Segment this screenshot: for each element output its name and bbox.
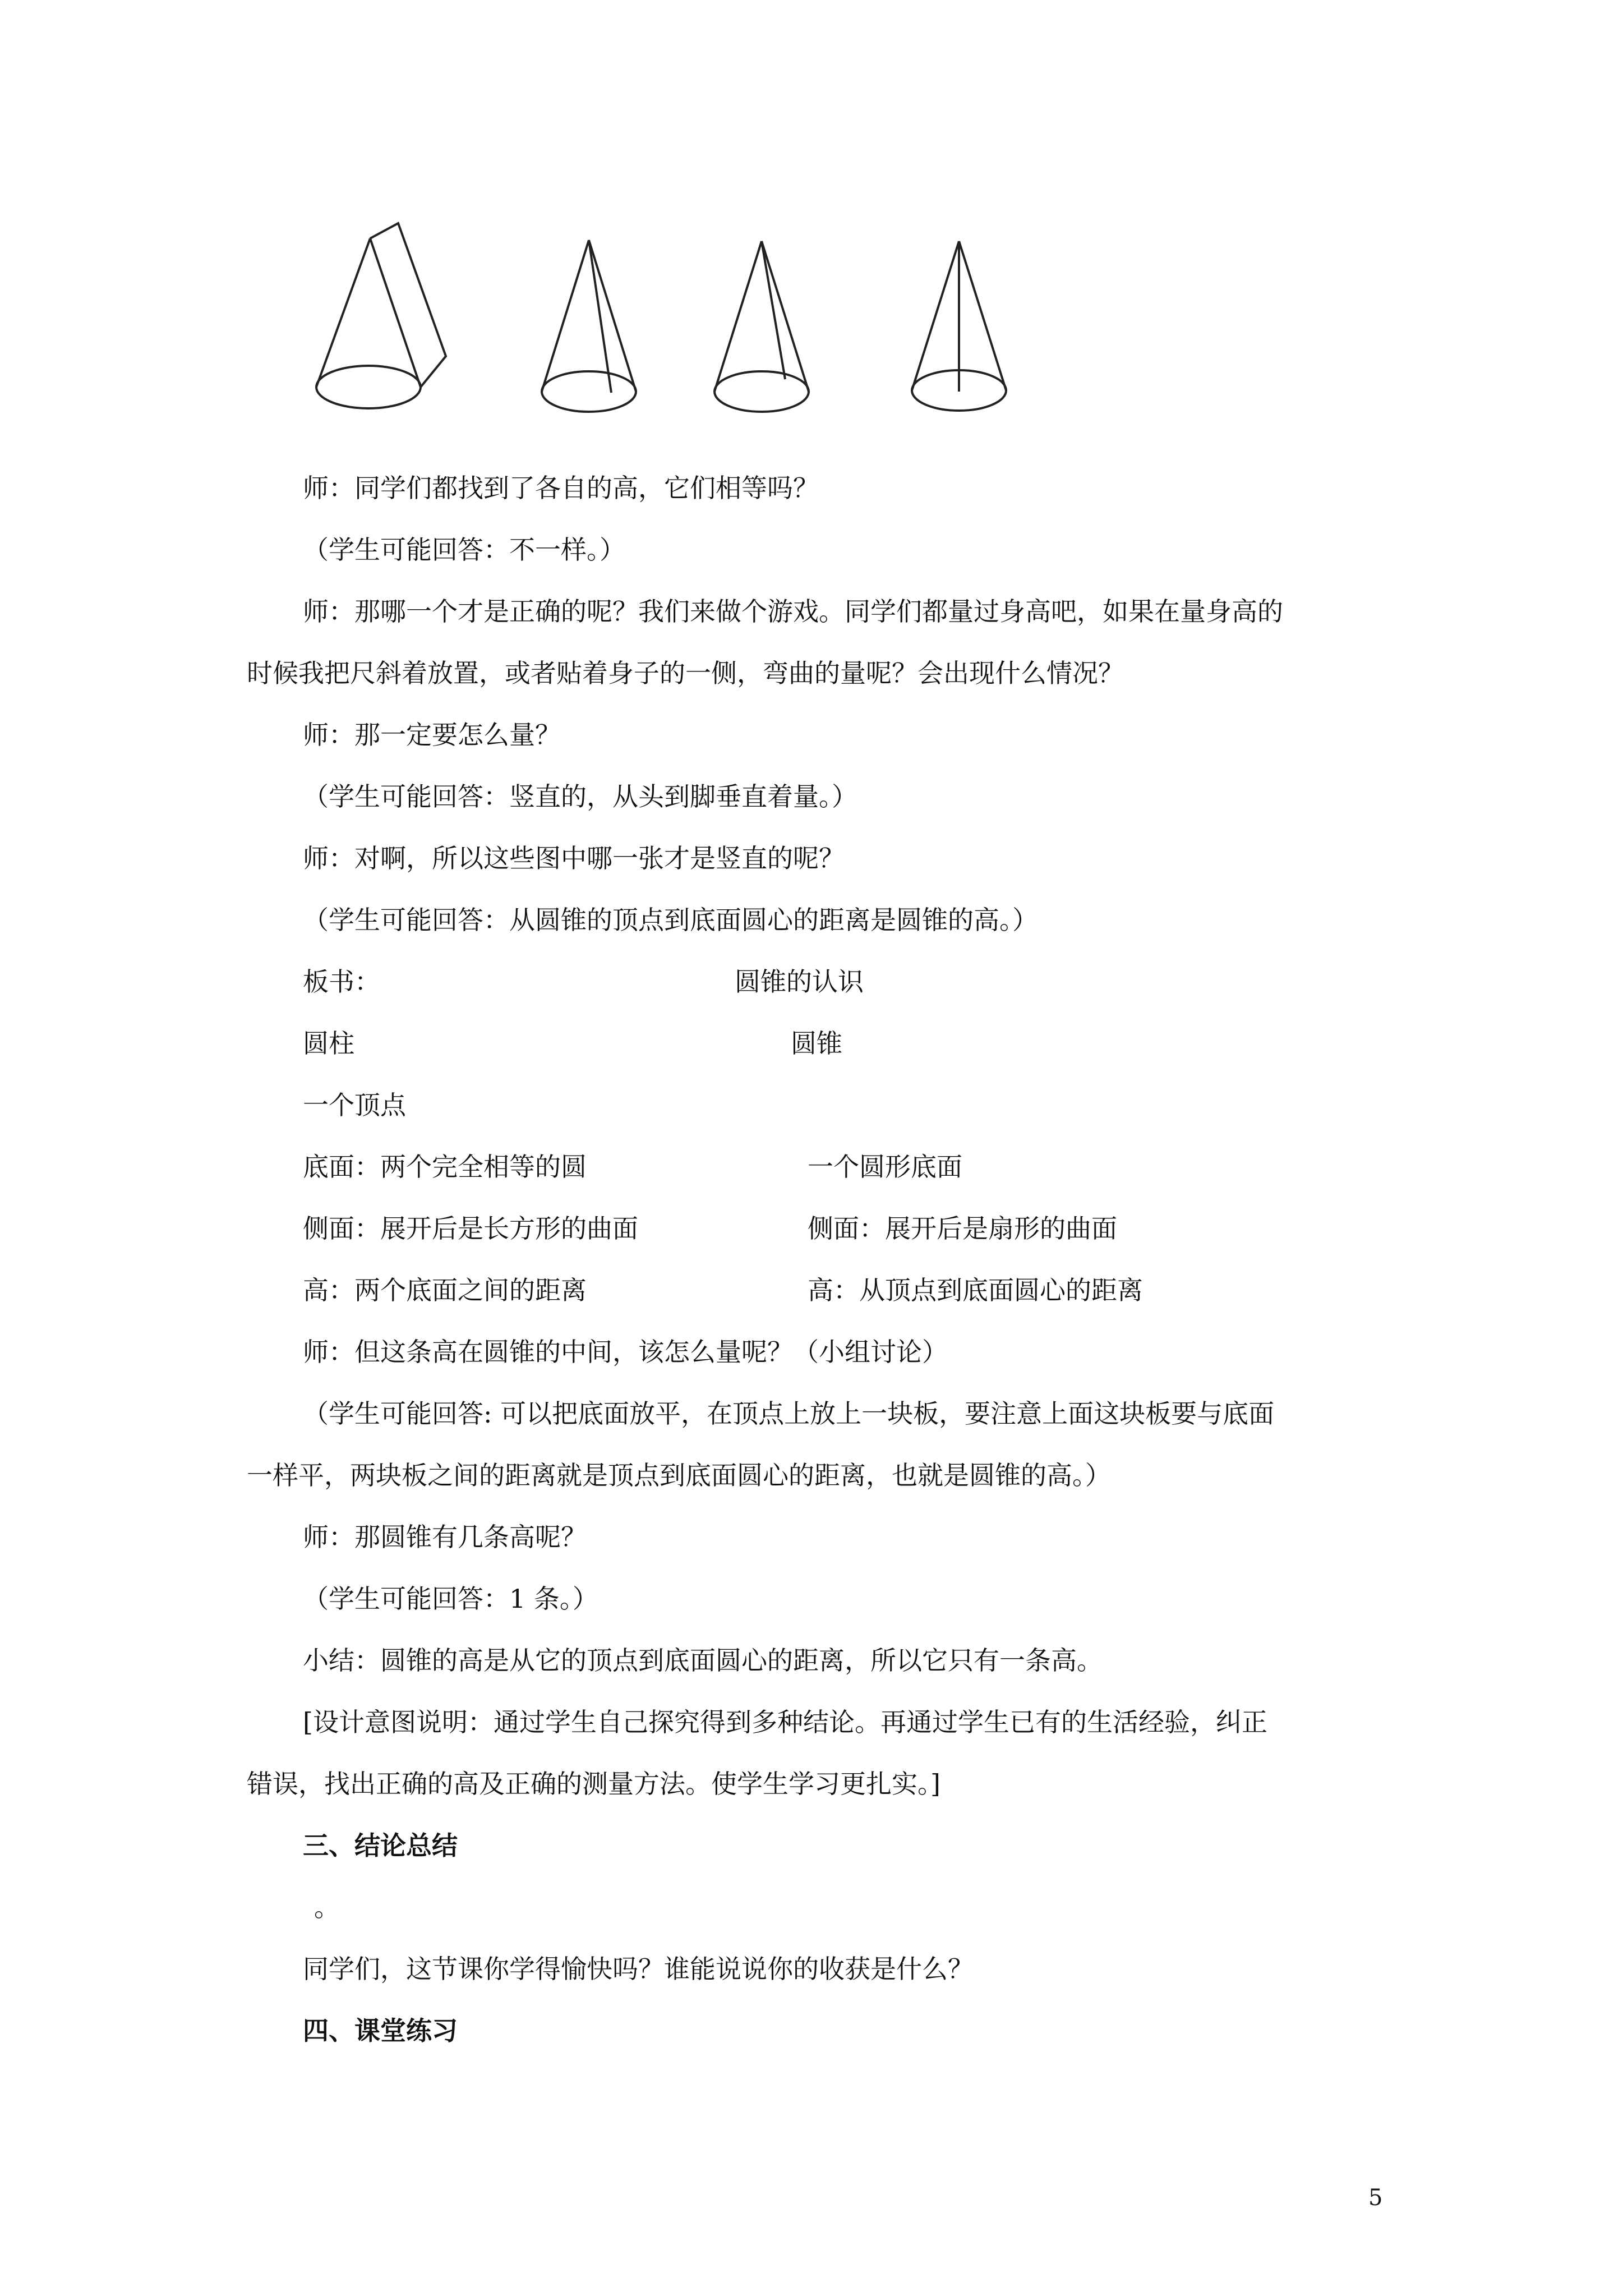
- design-intent: 错误，找出正确的高及正确的测量方法。使学生学习更扎实。]: [247, 1769, 940, 1799]
- paragraph: 时候我把尺斜着放置，或者贴着身子的一侧，弯曲的量呢？会出现什么情况？: [247, 658, 1124, 688]
- paragraph: 师：那哪一个才是正确的呢？我们来做个游戏。同学们都量过身高吧，如果在量身高的: [303, 596, 1283, 627]
- page-number: 5: [1368, 2185, 1383, 2211]
- paragraph: （学生可能回答：竖直的，从头到脚垂直着量。）: [303, 781, 857, 812]
- paragraph: （学生可能回答: 可以把底面放平，在顶点上放上一块板，要注意上面这块板要与底面: [303, 1398, 1275, 1429]
- board-right-head: 圆锥: [791, 1028, 842, 1059]
- board-right-height: 高：从顶点到底面圆心的距离: [808, 1275, 1143, 1305]
- cone-4: [912, 241, 1006, 411]
- paragraph: 师：对啊，所以这些图中哪一张才是竖直的呢？: [303, 843, 845, 873]
- board-label: 板书：: [303, 967, 380, 997]
- paragraph: 师：那一定要怎么量？: [303, 720, 561, 750]
- cone-figures: [292, 213, 1077, 426]
- board-right-side: 侧面：展开后是扇形的曲面: [808, 1213, 1117, 1244]
- paragraph: 师：那圆锥有几条高呢？: [303, 1522, 587, 1552]
- board-vertex: 一个顶点: [303, 1090, 406, 1120]
- cone-1: [316, 223, 446, 408]
- paragraph: 同学们，这节课你学得愉快吗？谁能说说你的收获是什么？: [303, 1954, 974, 1984]
- paragraph: （学生可能回答：从圆锥的顶点到底面圆心的距离是圆锥的高。）: [303, 905, 1038, 935]
- section-heading: 四、课堂练习: [303, 2016, 458, 2046]
- board-right-base: 一个圆形底面: [808, 1152, 962, 1182]
- section-heading: 三、结论总结: [303, 1830, 458, 1861]
- board-left-head: 圆柱: [303, 1028, 354, 1059]
- board-left-base: 底面：两个完全相等的圆: [303, 1152, 587, 1182]
- design-intent: [设计意图说明：通过学生自己探究得到多种结论。再通过学生已有的生活经验，纠正: [303, 1707, 1267, 1737]
- paragraph: 师：同学们都找到了各自的高，它们相等吗？: [303, 473, 819, 503]
- paragraph: （学生可能回答：1 条。）: [303, 1584, 598, 1614]
- board-title: 圆锥的认识: [735, 967, 864, 997]
- board-left-side: 侧面：展开后是长方形的曲面: [303, 1213, 638, 1244]
- paragraph: （学生可能回答：不一样。）: [303, 535, 625, 565]
- paragraph: 一样平，两块板之间的距离就是顶点到底面圆心的距离，也就是圆锥的高。）: [247, 1460, 1111, 1490]
- paragraph: 师：但这条高在圆锥的中间，该怎么量呢？（小组讨论）: [303, 1337, 948, 1367]
- cone-2: [542, 240, 636, 412]
- summary: 小结：圆锥的高是从它的顶点到底面圆心的距离，所以它只有一条高。: [303, 1645, 1103, 1676]
- section-dot: 。: [314, 1892, 340, 1922]
- board-left-height: 高：两个底面之间的距离: [303, 1275, 587, 1305]
- cone-3: [714, 241, 809, 412]
